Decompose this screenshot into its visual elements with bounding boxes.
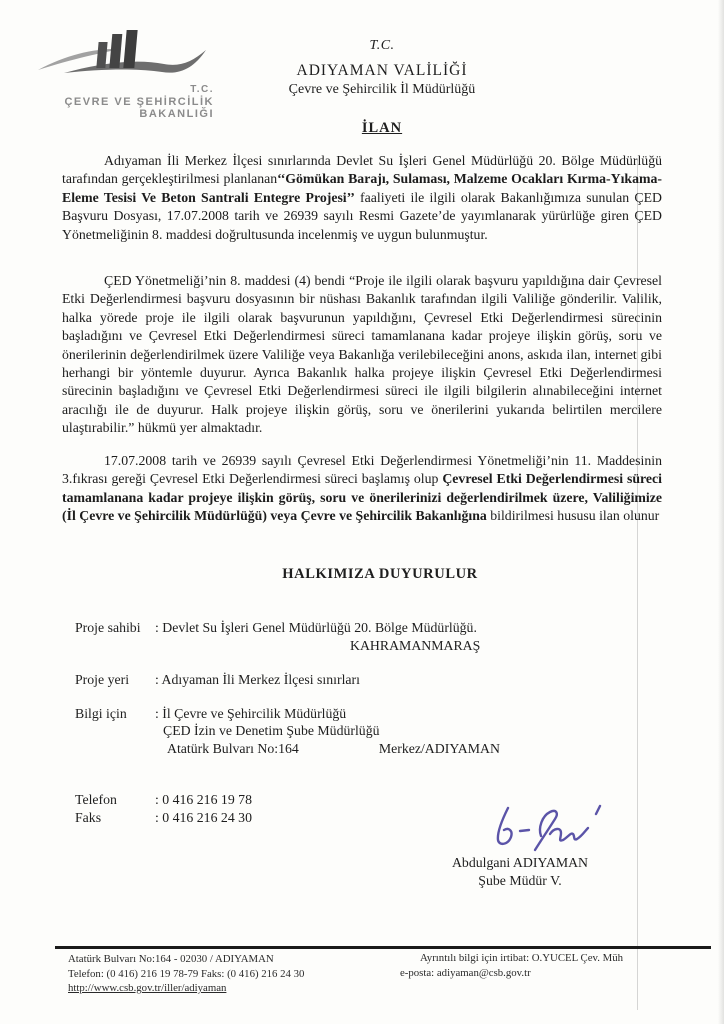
detail-value-telefon: : 0 416 216 19 78 [155,792,252,807]
detail-value-proje-yeri: : Adıyaman İli Merkez İlçesi sınırları [155,672,360,687]
signatory-title: Şube Müdür V. [478,873,562,888]
letterhead-tc: T.C. [369,38,395,53]
announcement-heading: HALKIMIZA DUYURULUR [282,566,478,582]
detail-value-bilgi-line1: : İl Çevre ve Şehircilik Müdürlüğü [155,706,347,721]
paragraph-3-bold: Çevresel Etki Değerlendirmesi süreci tamamlanana kadar projeye ilişkin görüş, soru ve önerilerinizi değerlendirilmek üzere, Valiliğimize (İl Çevre ve Şehircilik Müdürlüğü) veya Çevre ve Şehircilik Bakanlığına [62,471,662,524]
paragraph-1-project-name: ‘‘Gömükan Barajı, Sulaması, Malzeme Ocakları Kırma-Yıkama-Eleme Tesisi Ve Beton Santrali Entegre Projesi’’ [62,171,662,205]
detail-bilgi-icin [75,705,346,723]
logo-tc: T.C. [190,84,214,95]
paragraph-3-text: 17.07.2008 tarih ve 26939 sayılı Çevresel Etki Değerlendirmesi Yönetmeliği’nin 11. Maddesinin 3.fıkrası gereği Çevresel Etki Değerlendirmesi süreci başlamış olup [62,453,662,487]
detail-proje-yeri [75,671,360,689]
footer-phone-fax: Telefon: (0 416) 216 19 78-79 Faks: (0 416) 216 24 30 [68,967,305,980]
paragraph-1 [62,152,662,244]
detail-telefon [75,791,252,809]
detail-bilgi-district: Merkez/ADIYAMAN [378,741,500,756]
detail-bilgi-line3 [167,740,500,758]
paragraph-2-text: ÇED Yönetmeliği’nin 8. maddesi (4) bendi “Proje ile ilgili olarak başvuru yapıldığına dair Çevresel Etki Değerlendirmesi başvuru dosyasının bir nüshası Bakanlık tarafından ilgili Valiliğe gönderilir. Valilik, halka yörede proje ile ilgili olarak başvurunun yapıldığını, Çevresel Etki Değerlendirmesi sürecinin başladığını ve Çevresel Etki Değerlendirmesi süreci tamamlanana kadar projeye ilişkin görüş, soru ve önerilerinin değerlendirilmek üzere Valiliğe veya Bakanlığa verilebileceğini anons, askıda ilan, internet gibi herhangi bir yöntemle duyurur. Ayrıca Bakanlık halka projeye ilişkin Çevresel Etki Değerlendirmesi sürecinin başladığını ve Çevresel Etki Değerlendirmesi süreci ile ilgili bilgilerin alınabileceğini internet aracılığı ile de duyurur. Halk projeye ilişkin görüş, soru ve önerilerini yukarıda belirtilen mercilere ulaştırabilir.” hükmü yer almaktadır. [62,273,662,436]
signature-handwriting [478,800,613,858]
detail-label-proje-sahibi: Proje sahibi [75,620,141,635]
logo-ministry-line2: BAKANLIĞI [139,108,214,121]
detail-bilgi-line2: ÇED İzin ve Denetim Şube Müdürlüğü [163,723,380,738]
detail-value-faks: : 0 416 216 24 30 [155,810,252,825]
footer-left-block [68,952,304,996]
footer-rule [55,946,711,949]
footer-right-block [400,951,623,980]
paragraph-3 [62,452,662,526]
footer-contact: Ayrıntılı bilgi için irtibat: O.YUCEL Çev. Müh [420,952,624,964]
paragraph-3-tail: bildirilmesi hususu ilan olunur [486,508,660,524]
scan-edge-shadow [718,0,724,1024]
footer-website-link[interactable]: http://www.csb.gov.tr/iller/adiyaman [68,982,227,994]
letterhead [162,38,602,137]
paragraph-1-tail: faaliyeti ile ilgili olarak Bakanlığımıza sunulan ÇED Başvuru Dosyası, 17.07.2008 tarih ve 26939 sayılı Resmi Gazete’de yayımlanarak yürürlüğe giren ÇED Yönetmeliğinin 8. maddesi doğrultusunda incelenmiş ve uygun bulunmuştur. [62,189,662,242]
letterhead-subtitle: Çevre ve Şehircilik İl Müdürlüğü [288,82,476,97]
detail-label-bilgi-icin: Bilgi için [75,706,127,721]
letterhead-title: ADIYAMAN VALİLİĞİ [296,62,468,79]
signatory-name: Abdulgani ADIYAMAN [451,855,589,870]
footer-address: Atatürk Bulvarı No:164 - 02030 / ADIYAMAN [68,953,274,965]
logo-ministry-line1: ÇEVRE VE ŞEHİRCİLİK [64,95,214,108]
detail-label-faks: Faks [75,810,102,825]
paragraph-2 [62,272,662,438]
detail-label-proje-yeri: Proje yeri [75,672,130,687]
detail-proje-sahibi-city: KAHRAMANMARAŞ [350,638,481,653]
detail-bilgi-address: Atatürk Bulvarı No:164 [167,741,299,756]
detail-label-telefon: Telefon [75,792,117,807]
footer-email: e-posta: adiyaman@csb.gov.tr [400,966,531,979]
paragraph-1-text: Adıyaman İli Merkez İlçesi sınırlarında Devlet Su İşleri Genel Müdürlüğü 20. Bölge Müdürlüğü tarafından gerçekleştirilmesi planlanan [62,153,662,187]
detail-faks [75,809,252,827]
document-heading: İLAN [361,120,403,136]
detail-proje-sahibi [75,619,477,637]
detail-value-proje-sahibi: : Devlet Su İşleri Genel Müdürlüğü 20. Bölge Müdürlüğü. [155,620,477,635]
